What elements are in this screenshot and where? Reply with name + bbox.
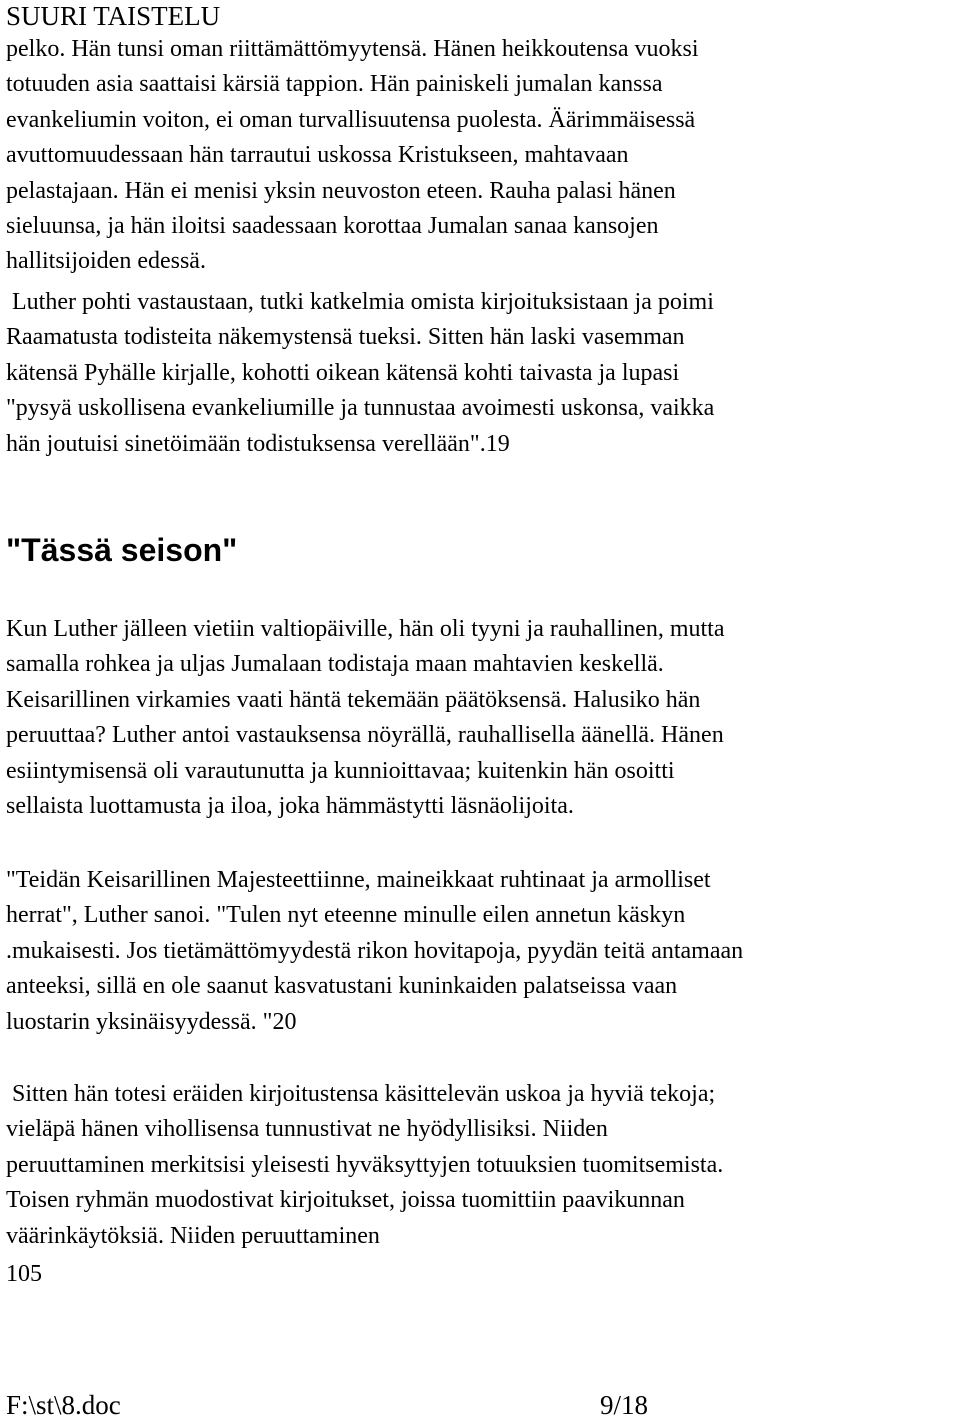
footer-file-path: F:\st\8.doc [6, 1390, 121, 1420]
text-line: sieluunsa, ja hän iloitsi saadessaan korottaa Jumalan sanaa kansojen [6, 212, 659, 239]
paragraph [6, 863, 958, 1040]
text-line: peruuttaa? Luther antoi vastauksensa nöyrällä, rauhallisella äänellä. Hänen [6, 722, 724, 749]
paragraph [6, 285, 958, 462]
text-line: esiintymisensä oli varautunutta ja kunnioittavaa; kuitenkin hän osoitti [6, 757, 675, 784]
text-line: hän joutuisi sinetöimään todistuksensa verellään".19 [6, 430, 510, 457]
section-heading: "Tässä seison" [6, 532, 238, 568]
text-line: Kun Luther jälleen vietiin valtiopäiville, hän oli tyyni ja rauhallinen, mutta [6, 616, 725, 642]
paragraph [6, 32, 958, 280]
text-line: Luther pohti vastaustaan, tutki katkelmia omista kirjoituksistaan ja poimi [6, 289, 714, 315]
text-line: luostarin yksinäisyydessä. "20 [6, 1008, 297, 1035]
text-line: sellaista luottamusta ja iloa, joka hämmästytti läsnäolijoita. [6, 792, 574, 819]
text-line: totuuden asia saattaisi kärsiä tappion. Hän painiskeli jumalan kanssa [6, 71, 663, 98]
text-line: väärinkäytöksiä. Niiden peruuttaminen [6, 1222, 380, 1249]
text-line: peruuttaminen merkitsisi yleisesti hyväksyttyjen totuuksien tuomitsemista. [6, 1151, 724, 1178]
text-line: .mukaisesti. Jos tietämättömyydestä rikon hovitapoja, pyydän teitä antamaan [6, 937, 744, 964]
text-line: Toisen ryhmän muodostivat kirjoitukset, joissa tuomittiin paavikunnan [6, 1187, 685, 1214]
text-line: "pysyä uskollisena evankeliumille ja tunnustaa avoimesti uskonsa, vaikka [6, 395, 715, 422]
paragraph [6, 1077, 958, 1254]
text-line: "Teidän Keisarillinen Majesteettiinne, maineikkaat ruhtinaat ja armolliset [6, 867, 711, 893]
footer-page-count: 9/18 [600, 1390, 649, 1420]
text-line: Sitten hän totesi eräiden kirjoitustensa käsittelevän uskoa ja hyviä tekoja; [6, 1081, 716, 1107]
running-header-title: SUURI TAISTELU [6, 1, 221, 31]
text-line: hallitsijoiden edessä. [6, 248, 206, 275]
text-line: anteeksi, sillä en ole saanut kasvatustani kuninkaiden palatseissa vaan [6, 973, 678, 1000]
text-line: pelastajaan. Hän ei menisi yksin neuvoston eteen. Rauha palasi hänen [6, 177, 676, 204]
text-line: herrat", Luther sanoi. "Tulen nyt eteenne minulle eilen annetun käskyn [6, 902, 686, 929]
page-footer [0, 1388, 960, 1423]
text-line: Keisarillinen virkamies vaati häntä tekemään päätöksensä. Halusiko hän [6, 686, 701, 713]
text-line: Raamatusta todisteita näkemystensä tueksi. Sitten hän laski vasemman [6, 324, 685, 351]
text-line: avuttomuudessaan hän tarrautui uskossa Kristukseen, mahtavaan [6, 142, 629, 169]
text-line: evankeliumin voiton, ei oman turvallisuutensa puolesta. Äärimmäisessä [6, 106, 696, 133]
text-line: samalla rohkea ja uljas Jumalaan todistaja maan mahtavien keskellä. [6, 651, 664, 678]
text-line: vieläpä hänen vihollisensa tunnustivat ne hyödyllisiksi. Niiden [6, 1116, 608, 1143]
paragraph [6, 612, 958, 824]
page-number: 105 [6, 1261, 42, 1287]
text-line: kätensä Pyhälle kirjalle, kohotti oikean kätensä kohti taivasta ja lupasi [6, 359, 680, 386]
text-line: pelko. Hän tunsi oman riittämättömyytensä. Hänen heikkoutensa vuoksi [6, 36, 699, 62]
